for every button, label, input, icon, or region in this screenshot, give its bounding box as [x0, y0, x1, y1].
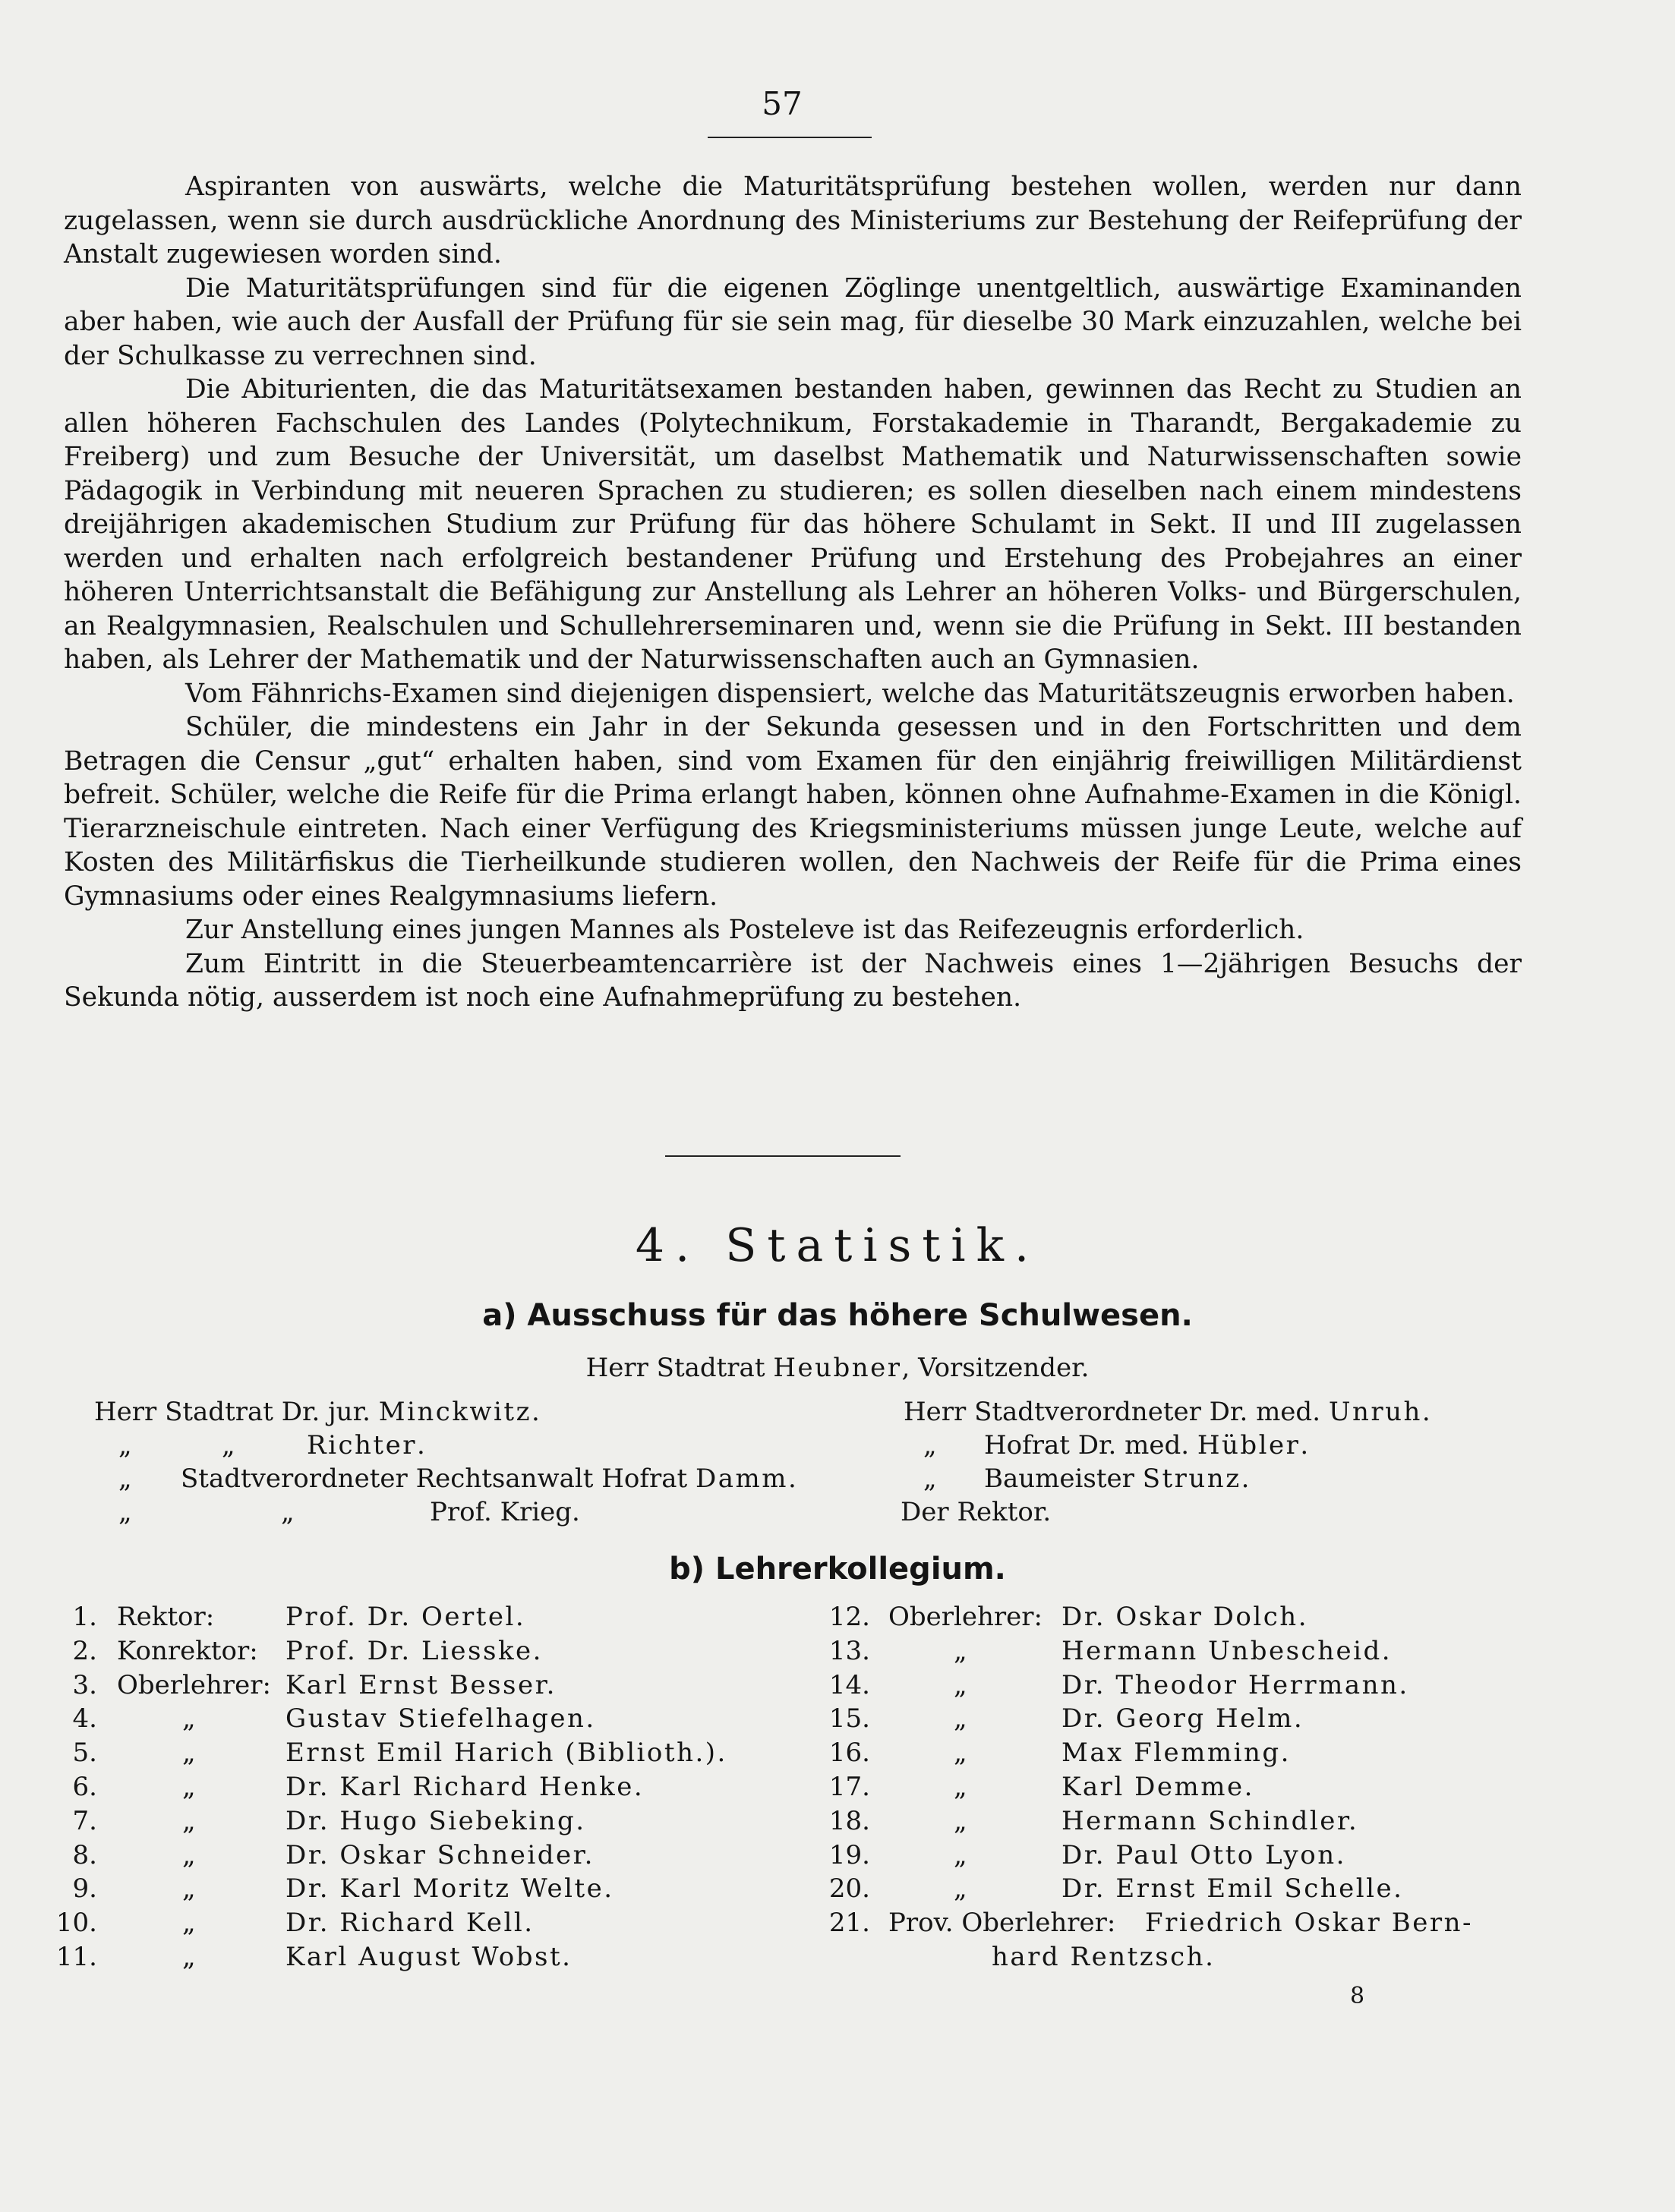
paragraph: Zum Eintritt in die Steuerbeamtencarrière ist der Nachweis eines 1—2jährigen Besuchs der Sekunda nötig, ausserdem ist noch eine Aufnahmeprüfung zu bestehen.: [64, 948, 1522, 1013]
staff-number: 2.: [72, 1636, 97, 1666]
staff-role: „: [954, 1840, 967, 1870]
chair-name: Heubner: [773, 1353, 902, 1383]
committee-member: Herr Stadtverordneter Dr. med. Unruh.: [904, 1397, 1431, 1427]
staff-name: Prof. Dr. Oertel.: [285, 1602, 526, 1632]
committee-chair: [0, 1353, 1675, 1383]
staff-number: 5.: [72, 1738, 97, 1768]
staff-name: Friedrich Oskar Bern-: [1145, 1908, 1473, 1938]
staff-name: Dr. Oskar Schneider.: [285, 1840, 595, 1870]
staff-role: Prov. Oberlehrer:: [888, 1908, 1116, 1938]
staff-name: hard Rentzsch.: [992, 1942, 1216, 1972]
staff-number: 11.: [55, 1942, 97, 1972]
staff-name: Dr. Richard Kell.: [285, 1908, 535, 1938]
paragraph: Vom Fähnrichs-Examen sind diejenigen dispensiert, welche das Maturitätszeugnis erworben haben.: [185, 678, 1515, 709]
ditto-mark: „: [222, 1430, 235, 1460]
committee-member: Der Rektor.: [901, 1497, 1052, 1527]
staff-number: 9.: [72, 1873, 97, 1904]
staff-name: Karl Demme.: [1061, 1772, 1254, 1802]
ditto-mark: „: [281, 1497, 295, 1527]
chair-suffix: , Vorsitzender.: [901, 1353, 1090, 1383]
staff-number: 18.: [828, 1806, 870, 1836]
staff-number: 16.: [828, 1738, 870, 1768]
staff-role: „: [182, 1806, 196, 1836]
committee-member: Baumeister Strunz.: [984, 1464, 1250, 1494]
committee-member: Herr Stadtrat Dr. jur. Minckwitz.: [94, 1397, 540, 1427]
ditto-mark: „: [923, 1464, 937, 1494]
staff-role: Oberlehrer:: [117, 1670, 271, 1700]
staff-number: 1.: [72, 1602, 97, 1632]
page-number: 57: [762, 85, 803, 122]
staff-role: Rektor:: [117, 1602, 215, 1632]
staff-role: „: [182, 1942, 196, 1972]
staff-role: „: [954, 1772, 967, 1802]
staff-name: Dr. Karl Richard Henke.: [285, 1772, 645, 1802]
staff-role: „: [182, 1703, 196, 1734]
staff-role: „: [182, 1772, 196, 1802]
staff-name: Dr. Theodor Herrmann.: [1061, 1670, 1409, 1700]
paragraph: Schüler, die mindestens ein Jahr in der Sekunda gesessen und in den Fortschritten und dem Betragen die Censur „gut“ erhalten haben, sind vom Examen für den einjährig freiwilligen Militärdienst befreit. Schüler, welche die Reife für die Prima erlangt haben, können ohne Aufnahme-Examen in die Königl. Tierarzneischule eintreten. Nach einer Verfügung des Kriegsministeriums müssen junge Leute, welche auf Kosten des Militärfiskus die Tierheilkunde studieren wollen, den Nachweis der Reife für die Prima eines Gymnasiums oder eines Realgymnasiums liefern.: [64, 712, 1522, 912]
paragraph: Aspiranten von auswärts, welche die Maturitätsprüfung bestehen wollen, werden nur dann zugelassen, wenn sie durch ausdrückliche Anordnung des Ministeriums zur Bestehung der Reifeprüfung der Anstalt zugewiesen worden sind.: [64, 172, 1522, 269]
staff-name: Gustav Stiefelhagen.: [285, 1703, 596, 1734]
signature-mark: 8: [1350, 1983, 1365, 2009]
staff-role: „: [182, 1908, 196, 1938]
staff-role: Konrektor:: [117, 1636, 258, 1666]
staff-name: Karl August Wobst.: [285, 1942, 573, 1972]
staff-name: Hermann Schindler.: [1061, 1806, 1359, 1836]
staff-name: Dr. Ernst Emil Schelle.: [1061, 1873, 1404, 1904]
staff-number: 12.: [828, 1602, 870, 1632]
ditto-mark: „: [118, 1464, 132, 1494]
staff-number: 4.: [72, 1703, 97, 1734]
staff-number: 10.: [55, 1908, 97, 1938]
staff-role: „: [954, 1636, 967, 1666]
body-text: [64, 170, 1522, 1015]
staff-number: 3.: [72, 1670, 97, 1700]
staff-number: 8.: [72, 1840, 97, 1870]
paragraph: Die Maturitätsprüfungen sind für die eigenen Zöglinge unentgeltlich, auswärtige Examinanden aber haben, wie auch der Ausfall der Prüfung für sie sein mag, für dieselbe 30 Mark einzuzahlen, welche bei der Schulkasse zu verrechnen sind.: [64, 273, 1522, 371]
ditto-mark: „: [118, 1497, 132, 1527]
staff-number: 7.: [72, 1806, 97, 1836]
kollegium-heading: b) Lehrerkollegium.: [669, 1552, 1006, 1587]
staff-name: Dr. Karl Moritz Welte.: [285, 1873, 614, 1904]
paragraph: Die Abiturienten, die das Maturitätsexamen bestanden haben, gewinnen das Recht zu Studien an allen höheren Fachschulen des Landes (Polytechnikum, Forstakademie in Tharandt, Bergakademie zu Freiberg) und zum Besuche der Universität, um daselbst Mathematik und Naturwissenschaften sowie Pädagogik in Verbindung mit neueren Sprachen zu studieren; es sollen dieselben nach einem mindestens dreijährigen akademischen Studium zur Prüfung für das höhere Schulamt in Sekt. II und III zugelassen werden und erhalten nach erfolgreich bestandener Prüfung und Erstehung des Probejahres an einer höheren Unterrichtsanstalt die Befähigung zur Anstellung als Lehrer an höheren Volks- und Bürgerschulen, an Realgymnasien, Realschulen und Schullehrerseminaren und, wenn sie die Prüfung in Sekt. III bestanden haben, als Lehrer der Mathematik und der Naturwissenschaften auch an Gymnasien.: [64, 374, 1522, 675]
staff-role: „: [954, 1738, 967, 1768]
staff-role: „: [954, 1873, 967, 1904]
chair-prefix: Herr Stadtrat: [585, 1353, 765, 1383]
ditto-mark: „: [923, 1430, 937, 1460]
staff-role: „: [182, 1840, 196, 1870]
section-rule: [665, 1155, 901, 1157]
staff-role: „: [954, 1703, 967, 1734]
top-rule: [708, 137, 872, 138]
staff-number: 15.: [828, 1703, 870, 1734]
staff-name: Karl Ernst Besser.: [285, 1670, 557, 1700]
committee-member: Stadtverordneter Rechtsanwalt Hofrat Damm.: [181, 1464, 796, 1494]
staff-role: „: [954, 1670, 967, 1700]
staff-name: Hermann Unbescheid.: [1061, 1636, 1393, 1666]
ditto-mark: „: [118, 1430, 132, 1460]
staff-name: Ernst Emil Harich (Biblioth.).: [285, 1738, 727, 1768]
staff-number: 13.: [828, 1636, 870, 1666]
paragraph: Zur Anstellung eines jungen Mannes als Posteleve ist das Reifezeugnis erforderlich.: [185, 915, 1304, 945]
committee-member: Hofrat Dr. med. Hübler.: [984, 1430, 1309, 1460]
staff-name: Dr. Georg Helm.: [1061, 1703, 1304, 1734]
staff-number: 21.: [828, 1908, 870, 1938]
committee-member: Prof. Krieg.: [430, 1497, 580, 1527]
staff-name: Prof. Dr. Liesske.: [285, 1636, 543, 1666]
staff-role: „: [182, 1873, 196, 1904]
ausschuss-heading: a) Ausschuss für das höhere Schulwesen.: [482, 1298, 1193, 1333]
staff-number: 17.: [828, 1772, 870, 1802]
section-title: 4. Statistik.: [635, 1219, 1040, 1272]
staff-role: Oberlehrer:: [888, 1602, 1043, 1632]
staff-number: 20.: [828, 1873, 870, 1904]
staff-name: Max Flemming.: [1061, 1738, 1291, 1768]
staff-number: 14.: [828, 1670, 870, 1700]
staff-number: 6.: [72, 1772, 97, 1802]
staff-name: Dr. Oskar Dolch.: [1061, 1602, 1308, 1632]
staff-name: Dr. Paul Otto Lyon.: [1061, 1840, 1346, 1870]
staff-name: Dr. Hugo Siebeking.: [285, 1806, 586, 1836]
staff-number: 19.: [828, 1840, 870, 1870]
staff-role: „: [182, 1738, 196, 1768]
staff-role: „: [954, 1806, 967, 1836]
committee-member: Richter.: [307, 1430, 425, 1460]
